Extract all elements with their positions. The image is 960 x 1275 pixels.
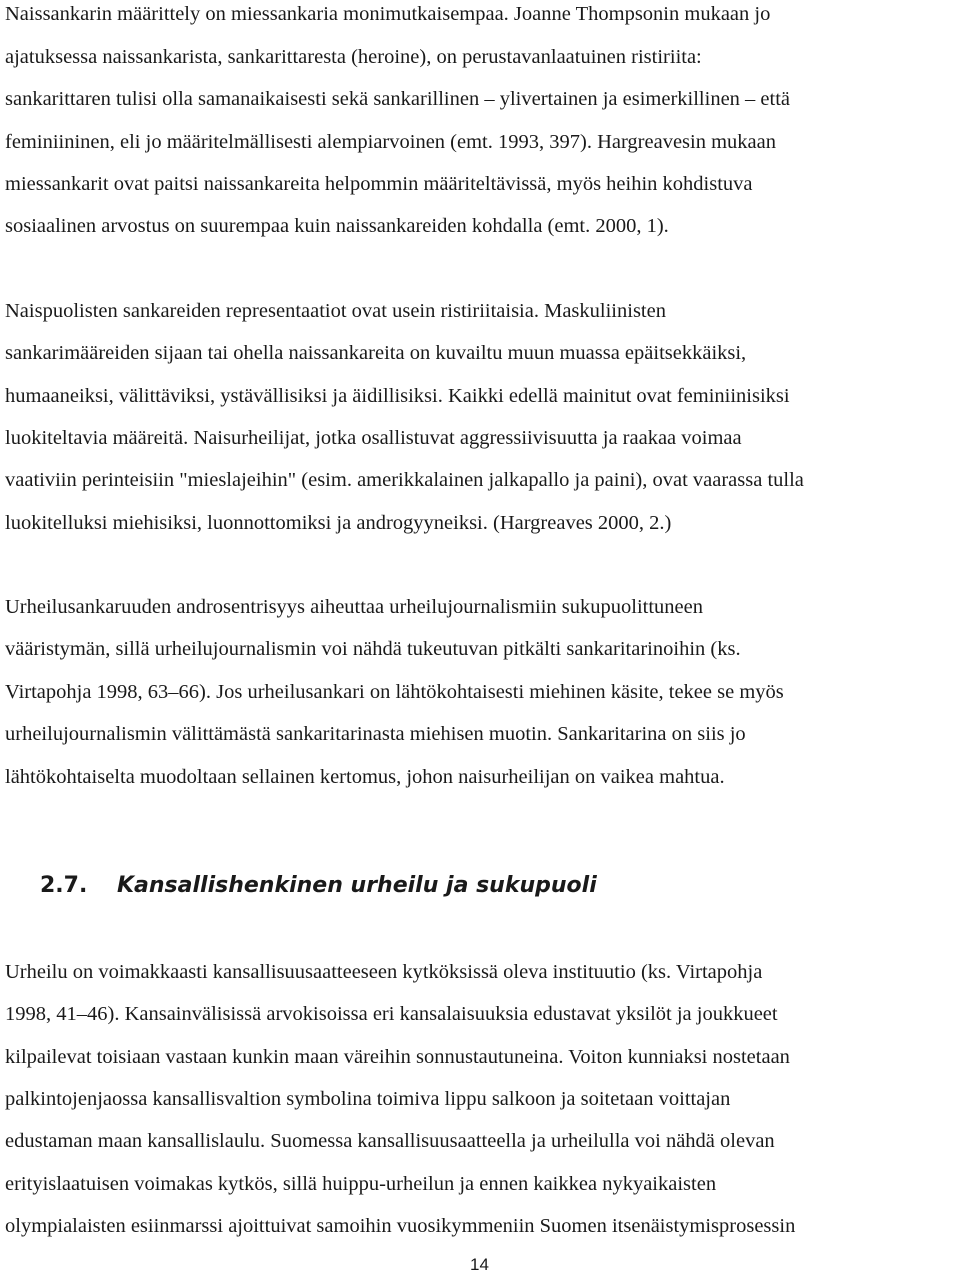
paragraph-line: erityislaatuisen voimakas kytkös, sillä huippu-urheilun ja ennen kaikkea nykyaikaisten xyxy=(5,1173,717,1195)
paragraph-line: sankarittaren tulisi olla samanaikaisesti sekä sankarillinen – ylivertainen ja esimerkillinen – että xyxy=(5,88,791,110)
paragraph-line: sosiaalinen arvostus on suurempaa kuin naissankareiden kohdalla (emt. 2000, 1). xyxy=(5,215,669,237)
page-number: 14 xyxy=(470,1255,489,1274)
paragraph-line: palkintojenjaossa kansallisvaltion symbolina toimiva lippu salkoon ja soitetaan voittajan xyxy=(5,1088,731,1110)
section-number: 2.7. xyxy=(40,873,88,898)
section-title: Kansallishenkinen urheilu ja sukupuoli xyxy=(117,873,597,898)
paragraph-line: Naissankarin määrittely on miessankaria monimutkaisempaa. Joanne Thompsonin mukaan jo xyxy=(5,3,771,25)
paragraph-line: urheilujournalismin välittämästä sankaritarinasta miehisen muotin. Sankaritarina on siis jo xyxy=(5,723,746,745)
paragraph-line: Urheilusankaruuden androsentrisyys aiheuttaa urheilujournalismiin sukupuolittuneen xyxy=(5,596,703,618)
paragraph-line: kilpailevat toisiaan vastaan kunkin maan väreihin sonnustautuneina. Voiton kunniaksi nostetaan xyxy=(5,1046,790,1068)
paragraph-line: Naispuolisten sankareiden representaatiot ovat usein ristiriitaisia. Maskuliinisten xyxy=(5,300,666,322)
paragraph-line: miessankarit ovat paitsi naissankareita helpommin määriteltävissä, myös heihin kohdistuva xyxy=(5,173,753,195)
paragraph-line: luokitelluksi miehisiksi, luonnottomiksi ja androgyyneiksi. (Hargreaves 2000, 2.) xyxy=(5,512,672,534)
paragraph-line: edustaman maan kansallislaulu. Suomessa kansallisuusaatteella ja urheilulla voi nähdä olevan xyxy=(5,1130,775,1152)
paragraph-line: feminiininen, eli jo määritelmällisesti alempiarvoinen (emt. 1993, 397). Hargreavesin mukaan xyxy=(5,131,776,153)
paragraph-line: vaativiin perinteisiin "mieslajeihin" (esim. amerikkalainen jalkapallo ja paini), ovat vaarassa tulla xyxy=(5,469,804,491)
paragraph-line: vääristymän, sillä urheilujournalismin voi nähdä tukeutuvan pitkälti sankaritarinoihin (ks. xyxy=(5,638,741,660)
paragraph-line: luokiteltavia määreitä. Naisurheilijat, jotka osallistuvat aggressiivisuutta ja raakaa voimaa xyxy=(5,427,742,449)
paragraph-line: lähtökohtaiselta muodoltaan sellainen kertomus, johon naisurheilijan on vaikea mahtua. xyxy=(5,766,725,788)
paragraph-line: sankarimääreiden sijaan tai ohella naissankareita on kuvailtu muun muassa epäitsekkäiksi, xyxy=(5,342,747,364)
paragraph-line: ajatuksessa naissankarista, sankarittaresta (heroine), on perustavanlaatuinen ristiriita: xyxy=(5,46,702,68)
paragraph-line: 1998, 41–46). Kansainvälisissä arvokisoissa eri kansalaisuuksia edustavat yksilöt ja joukkueet xyxy=(5,1003,778,1025)
paragraph-line: Virtapohja 1998, 63–66). Jos urheilusankari on lähtökohtaisesti miehinen käsite, tekee se myös xyxy=(5,681,784,703)
paragraph-line: Urheilu on voimakkaasti kansallisuusaatteeseen kytköksissä oleva instituutio (ks. Virtapohja xyxy=(5,961,763,983)
paragraph-line: olympialaisten esiinmarssi ajoittuivat samoihin vuosikymmeniin Suomen itsenäistymisprosessin xyxy=(5,1215,796,1237)
paragraph-line: humaaneiksi, välittäviksi, ystävällisiksi ja äidillisiksi. Kaikki edellä mainitut ovat feminiinisiksi xyxy=(5,385,790,407)
